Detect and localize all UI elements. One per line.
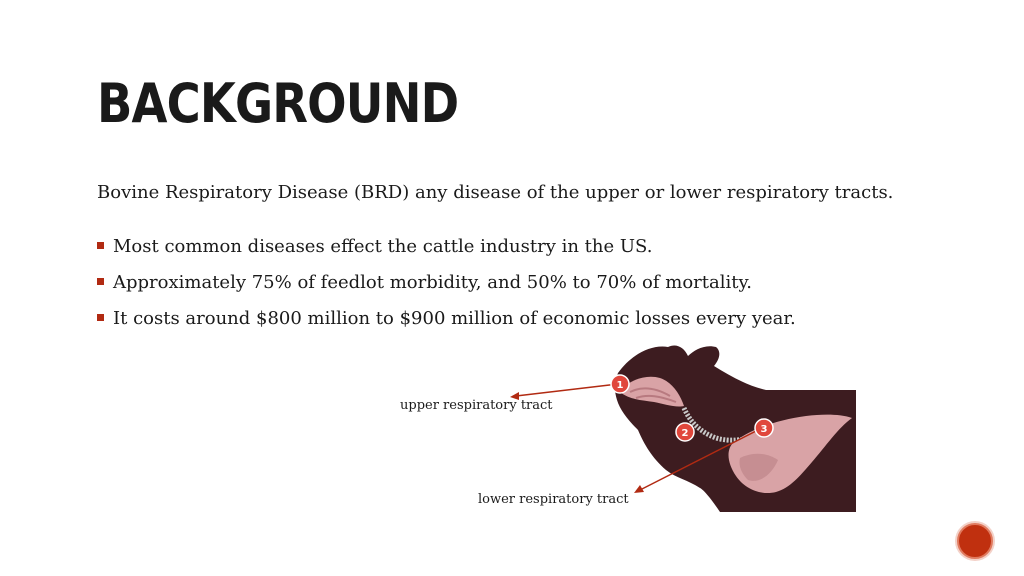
bullet-text: Approximately 75% of feedlot morbidity, and 50% to 70% of mortality. bbox=[113, 272, 752, 293]
upper-arrow bbox=[516, 384, 618, 396]
upper-tract-label: upper respiratory tract bbox=[400, 398, 553, 413]
bullet-text: Most common diseases effect the cattle industry in the US. bbox=[113, 236, 653, 257]
marker-2-label: 2 bbox=[681, 428, 689, 439]
lower-tract-label: lower respiratory tract bbox=[478, 492, 629, 507]
marker-3-label: 3 bbox=[760, 424, 768, 435]
marker-1-label: 1 bbox=[616, 380, 624, 391]
intro-text: Bovine Respiratory Disease (BRD) any disease of the upper or lower respiratory tracts. bbox=[97, 182, 894, 203]
page-number-badge bbox=[957, 523, 993, 559]
slide-title: BACKGROUND bbox=[97, 72, 459, 135]
bullet-text: It costs around $800 million to $900 million of economic losses every year. bbox=[113, 308, 796, 329]
